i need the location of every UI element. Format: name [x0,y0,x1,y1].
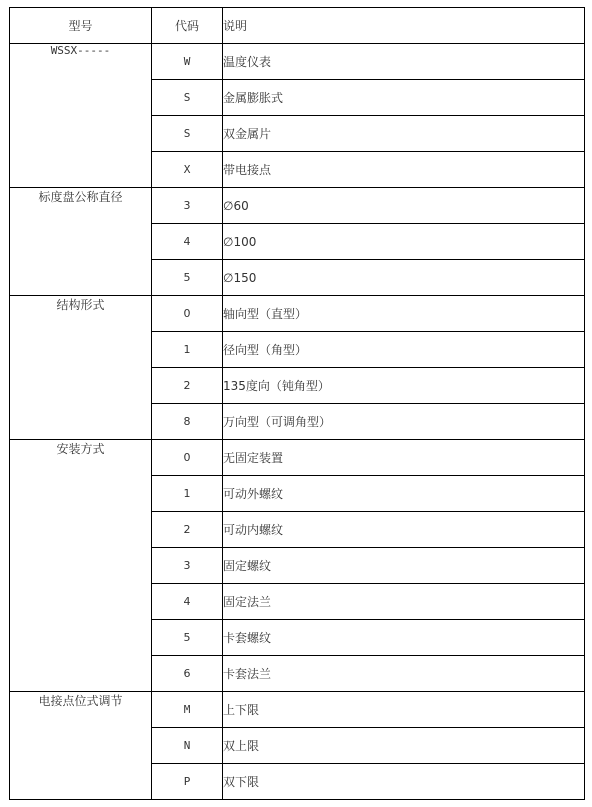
desc-cell: 卡套法兰 [223,656,585,692]
code-cell: 8 [152,404,223,440]
code-cell: 2 [152,368,223,404]
table-row [10,692,585,728]
desc-cell: ∅150 [223,260,585,296]
desc-cell: ∅60 [223,188,585,224]
code-cell: 4 [152,224,223,260]
desc-cell: 径向型（角型） [223,332,585,368]
desc-cell: 无固定装置 [223,440,585,476]
code-cell: M [152,692,223,728]
desc-cell: 金属膨胀式 [223,80,585,116]
desc-cell: 双下限 [223,764,585,800]
code-cell: S [152,80,223,116]
code-cell: 1 [152,476,223,512]
code-cell: 3 [152,188,223,224]
header-code: 代码 [152,8,223,44]
code-cell: N [152,728,223,764]
header-row [10,8,585,44]
code-cell: 0 [152,440,223,476]
desc-cell: 固定法兰 [223,584,585,620]
header-model: 型号 [10,8,152,44]
code-cell: 3 [152,548,223,584]
group-label-contact-regulation: 电接点位式调节 [10,692,152,800]
desc-cell: 135度向（钝角型） [223,368,585,404]
table-row [10,188,585,224]
group-label-model: WSSX----- [10,44,152,188]
desc-cell: 温度仪表 [223,44,585,80]
code-cell: 2 [152,512,223,548]
code-cell: 6 [152,656,223,692]
header-desc: 说明 [223,8,585,44]
group-label-dial-diameter: 标度盘公称直径 [10,188,152,296]
table-row [10,44,585,80]
desc-cell: 可动外螺纹 [223,476,585,512]
desc-cell: 带电接点 [223,152,585,188]
table-row [10,440,585,476]
desc-cell: 万向型（可调角型） [223,404,585,440]
desc-cell: 双上限 [223,728,585,764]
code-cell: 5 [152,260,223,296]
desc-cell: 上下限 [223,692,585,728]
desc-cell: 卡套螺纹 [223,620,585,656]
desc-cell: 可动内螺纹 [223,512,585,548]
code-cell: 4 [152,584,223,620]
desc-cell: ∅100 [223,224,585,260]
code-cell: 1 [152,332,223,368]
group-label-installation: 安装方式 [10,440,152,692]
code-cell: P [152,764,223,800]
code-cell: 5 [152,620,223,656]
model-spec-table [9,7,585,800]
table-row [10,296,585,332]
desc-cell: 固定螺纹 [223,548,585,584]
desc-cell: 轴向型（直型） [223,296,585,332]
code-cell: S [152,116,223,152]
code-cell: W [152,44,223,80]
code-cell: 0 [152,296,223,332]
group-label-structure: 结构形式 [10,296,152,440]
code-cell: X [152,152,223,188]
desc-cell: 双金属片 [223,116,585,152]
